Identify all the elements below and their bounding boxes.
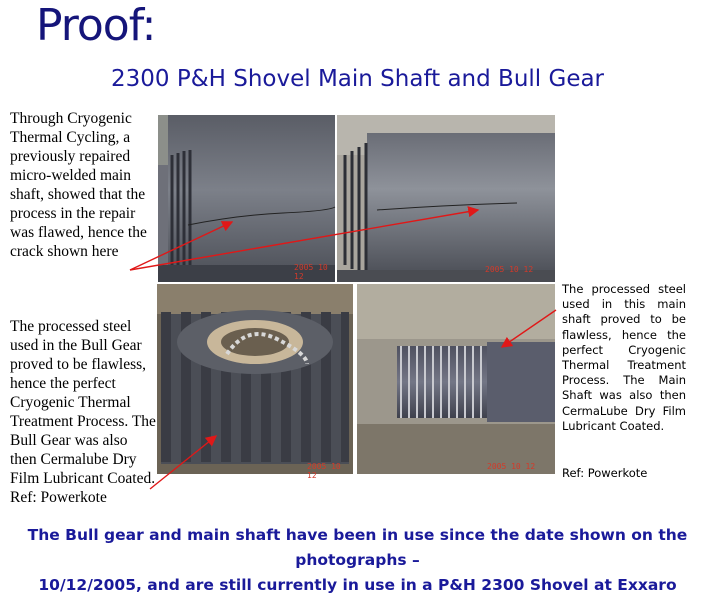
photo-date-stamp: 2005 10 12 [485, 265, 534, 274]
footer-note [0, 523, 715, 598]
main-shaft-description: The processed steel used in this main shaft proved to be flawless, hence the perfect Cryogenic Thermal Treatment Process. The Main Shaft was also then CermaLube Dry Film Lubricant Coated. [562, 282, 686, 433]
arrow-to-main-shaft [502, 310, 556, 347]
footer-line-1: The Bull gear and main shaft have been in use since the date shown on the photographs – [27, 526, 688, 569]
bull-gear-description: The processed steel used in the Bull Gear proved to be flawless, hence the perfect Cryogenic Thermal Treatment Process. The Bull Gear was also then Cermalube Dry Film Lubricant Coated. Ref: Powerkote [10, 318, 156, 506]
photo-date-stamp: 2005 10 12 [307, 462, 341, 480]
photo-date-stamp: 2005 10 12 [294, 263, 328, 281]
crack-description: Through Cryogenic Thermal Cycling, a previously repaired micro-welded main shaft, showed that the process in the repair was flawed, hence the crack shown here [10, 110, 147, 260]
arrow-to-crack-left [130, 222, 232, 270]
arrow-to-crack-right [130, 210, 478, 270]
arrow-to-bull-gear [150, 436, 216, 489]
page-title: Proof: [36, 0, 156, 51]
main-shaft-reference: Ref: Powerkote [562, 466, 648, 480]
photo-date-stamp: 2005 10 12 [487, 462, 536, 471]
page-subtitle: 2300 P&H Shovel Main Shaft and Bull Gear [110, 66, 605, 92]
footer-line-2: 10/12/2005, and are still currently in use in a P&H 2300 Shovel at Exxaro [38, 576, 677, 594]
